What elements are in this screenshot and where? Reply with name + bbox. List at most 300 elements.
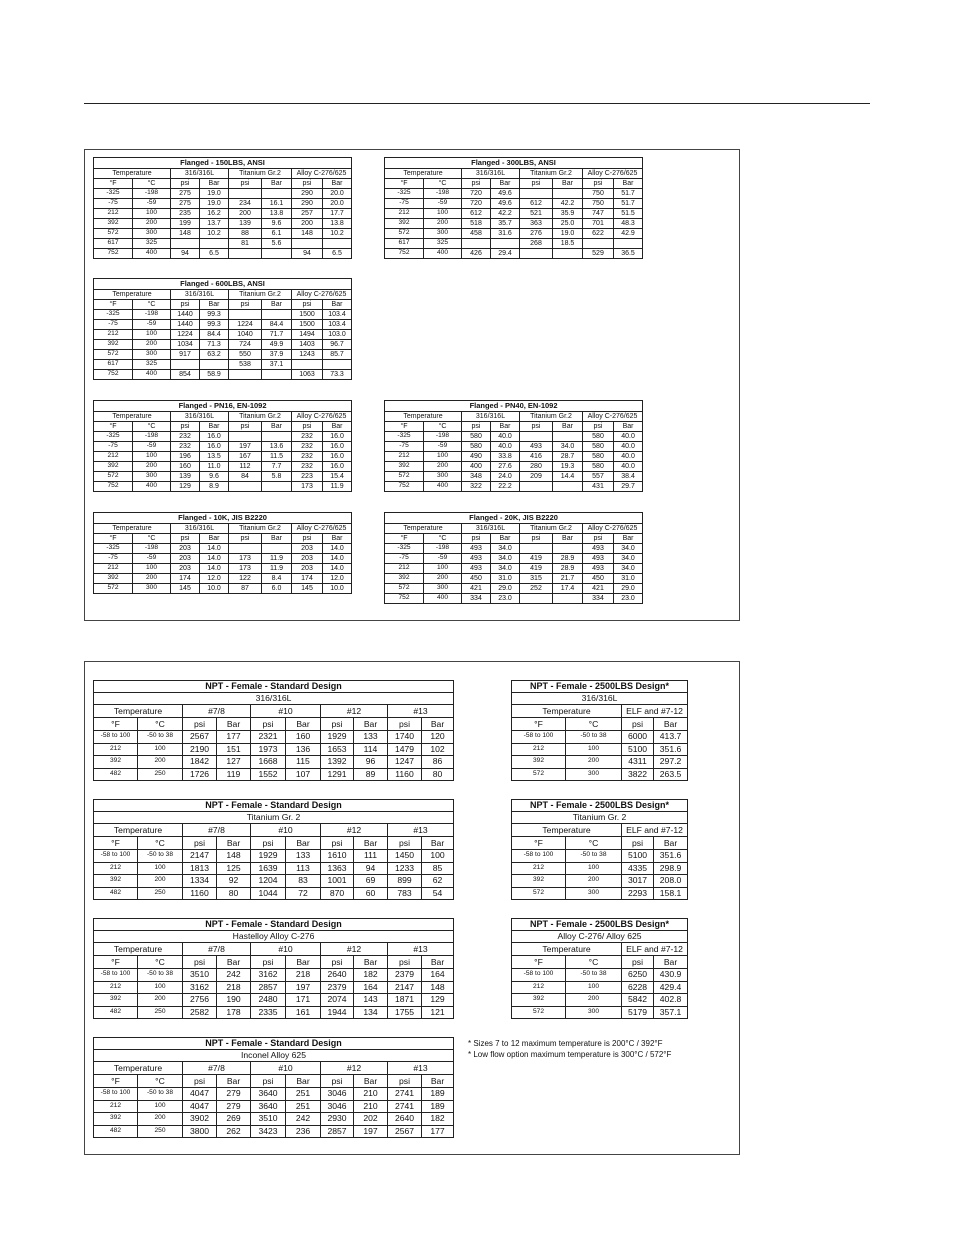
table-cell: -75 <box>94 199 133 209</box>
unit-label: psi <box>183 1075 217 1088</box>
table-cell: 31.0 <box>614 574 643 584</box>
table-cell: 1440 <box>171 310 200 320</box>
table-cell <box>262 310 292 320</box>
table-cell: 100 <box>422 850 454 863</box>
unit-label: °F <box>385 422 424 432</box>
note-sizes: * Sizes 7 to 12 maximum temperature is 200°C / 392°F <box>468 1039 663 1048</box>
table-cell: 51.7 <box>614 189 643 199</box>
table-cell: 203 <box>171 554 200 564</box>
table-cell: 100 <box>138 981 183 994</box>
table-cell: 2640 <box>388 1113 422 1126</box>
table-cell: 351.6 <box>654 850 688 863</box>
table-cell: 28.9 <box>553 554 583 564</box>
table-cell: 88 <box>229 229 262 239</box>
table-cell: 102 <box>422 743 454 756</box>
table-cell: 212 <box>94 564 133 574</box>
table-cell: 870 <box>321 887 354 900</box>
flanged-grid <box>384 512 643 604</box>
table-cell: 29.4 <box>491 249 520 259</box>
table-cell: 42.9 <box>614 229 643 239</box>
table-row <box>94 731 454 744</box>
table-cell: 521 <box>520 209 553 219</box>
table-cell: 25.0 <box>553 219 583 229</box>
table-cell: 200 <box>292 219 323 229</box>
material-row <box>94 693 454 705</box>
table-title: NPT - Female - Standard Design <box>94 681 454 693</box>
unit-label: psi <box>462 422 491 432</box>
table-row <box>94 370 352 380</box>
table-cell: -198 <box>424 189 462 199</box>
table-cell: 212 <box>512 862 566 875</box>
material-name: 316/316L <box>94 693 454 705</box>
table-cell: 49.6 <box>491 199 520 209</box>
unit-label: psi <box>520 179 553 189</box>
table-row <box>94 229 352 239</box>
table-cell: 232 <box>171 442 200 452</box>
table-cell: 200 <box>138 756 183 769</box>
table-cell: 6.1 <box>262 229 292 239</box>
table-cell: 334 <box>462 594 491 604</box>
unit-label: Bar <box>217 1075 251 1088</box>
note-low-flow: * Low flow option maximum temperature is 300°C / 572°F <box>468 1050 672 1059</box>
table-cell: 3017 <box>622 875 654 888</box>
units-row <box>385 534 643 544</box>
unit-label: Bar <box>217 956 251 969</box>
unit-label: Bar <box>262 422 292 432</box>
table-cell: 8.4 <box>262 574 292 584</box>
unit-label: Bar <box>422 956 454 969</box>
table-cell: 257 <box>292 209 323 219</box>
group-header: #10 <box>251 1062 321 1075</box>
table-title: Flanged - 300LBS, ANSI <box>385 158 643 169</box>
table-cell: 2857 <box>321 1125 354 1138</box>
table-cell: 1610 <box>321 850 354 863</box>
table-cell: 482 <box>94 1125 138 1138</box>
table-cell: 9.6 <box>200 472 229 482</box>
table-cell <box>553 482 583 492</box>
table-cell: 49.6 <box>491 189 520 199</box>
table-title: Flanged - 600LBS, ANSI <box>94 279 352 290</box>
group-header-row <box>512 943 688 956</box>
group-header: Titanium Gr.2 <box>229 169 292 179</box>
unit-label: Bar <box>286 837 321 850</box>
table-cell: -58 to 100 <box>512 731 566 744</box>
unit-label: °C <box>566 837 622 850</box>
table-cell: 37.1 <box>262 360 292 370</box>
unit-label: Bar <box>491 534 520 544</box>
table-cell: 182 <box>422 1113 454 1126</box>
table-cell: 63.2 <box>200 350 229 360</box>
table-cell <box>229 249 262 259</box>
table-cell: 160 <box>286 731 321 744</box>
table-cell: -58 to 100 <box>512 969 566 982</box>
table-cell: 232 <box>292 452 323 462</box>
title-row <box>94 279 352 290</box>
table-cell: 2480 <box>251 994 286 1007</box>
table-row <box>94 239 352 249</box>
unit-label: psi <box>251 718 286 731</box>
title-row <box>94 401 352 412</box>
material-name: Alloy C-276/ Alloy 625 <box>512 931 688 943</box>
table-cell: 158.1 <box>654 887 688 900</box>
table-cell: 13.6 <box>262 442 292 452</box>
table-cell <box>262 370 292 380</box>
table-cell: 482 <box>94 887 138 900</box>
unit-label: psi <box>520 534 553 544</box>
table-cell: 99.3 <box>200 320 229 330</box>
unit-label: Bar <box>323 300 352 310</box>
table-cell: 580 <box>583 462 614 472</box>
table-cell: -325 <box>385 189 424 199</box>
unit-label: °C <box>138 1075 183 1088</box>
table-cell: 493 <box>520 442 553 452</box>
table-cell <box>520 544 553 554</box>
table-row <box>94 1088 454 1101</box>
material-row <box>512 931 688 943</box>
table-cell: 200 <box>566 756 622 769</box>
table-cell: 129 <box>171 482 200 492</box>
table-cell: 35.9 <box>553 209 583 219</box>
group-header: ELF and #7-12 <box>622 824 688 837</box>
table-cell: 899 <box>388 875 422 888</box>
table-cell: 232 <box>171 432 200 442</box>
table-cell: 21.7 <box>553 574 583 584</box>
table-row <box>385 594 643 604</box>
table-row <box>94 482 352 492</box>
table-cell: 250 <box>138 1125 183 1138</box>
units-row <box>512 837 688 850</box>
table-cell: 203 <box>292 554 323 564</box>
table-cell: 2857 <box>251 981 286 994</box>
table-cell: 1929 <box>251 850 286 863</box>
npt-standard-table-3 <box>93 918 453 1019</box>
unit-label: psi <box>622 718 654 731</box>
unit-label: Bar <box>262 534 292 544</box>
table-cell: 9.6 <box>262 219 292 229</box>
table-cell: 48.3 <box>614 219 643 229</box>
table-cell: 58.9 <box>200 370 229 380</box>
table-cell: 279 <box>217 1088 251 1101</box>
table-cell: 14.0 <box>200 544 229 554</box>
group-header: Alloy C-276/625 <box>583 524 643 534</box>
table-cell: 200 <box>133 574 171 584</box>
table-cell: 134 <box>354 1006 388 1019</box>
table-cell: -75 <box>94 442 133 452</box>
table-cell: 2335 <box>251 1006 286 1019</box>
flanged-grid <box>384 157 643 259</box>
table-cell: 139 <box>229 219 262 229</box>
table-cell: 1500 <box>292 320 323 330</box>
table-cell: 482 <box>94 768 138 781</box>
unit-label: psi <box>292 300 323 310</box>
table-cell: 133 <box>286 850 321 863</box>
table-cell: 100 <box>138 1100 183 1113</box>
title-row <box>94 158 352 169</box>
group-header: #12 <box>321 824 388 837</box>
unit-label: psi <box>583 179 614 189</box>
table-row <box>385 472 643 482</box>
title-row <box>512 800 688 812</box>
group-header-row <box>512 824 688 837</box>
table-cell: 16.2 <box>200 209 229 219</box>
group-header-row <box>94 169 352 179</box>
table-cell: 1653 <box>321 743 354 756</box>
flanged-table-7 <box>384 512 642 604</box>
table-cell: 300 <box>424 472 462 482</box>
unit-label: Bar <box>262 300 292 310</box>
table-row <box>385 229 643 239</box>
unit-label: Bar <box>200 179 229 189</box>
table-cell: 218 <box>286 969 321 982</box>
table-cell: 752 <box>94 482 133 492</box>
table-cell: 125 <box>217 862 251 875</box>
table-cell: 85.7 <box>323 350 352 360</box>
table-cell: 100 <box>138 862 183 875</box>
unit-label: Bar <box>323 422 352 432</box>
table-cell: 3640 <box>251 1100 286 1113</box>
flanged-grid <box>93 157 352 259</box>
table-cell: 197 <box>354 1125 388 1138</box>
table-cell: 426 <box>462 249 491 259</box>
group-header: 316/316L <box>462 524 520 534</box>
table-cell: 20.0 <box>323 199 352 209</box>
group-header: ELF and #7-12 <box>622 705 688 718</box>
table-row <box>94 969 454 982</box>
unit-label: Bar <box>491 179 520 189</box>
table-row <box>512 981 688 994</box>
material-name: 316/316L <box>512 693 688 705</box>
unit-label: psi <box>388 1075 422 1088</box>
table-cell: -325 <box>94 189 133 199</box>
table-cell: -325 <box>385 544 424 554</box>
flanged-grid <box>93 512 352 594</box>
table-cell: 572 <box>385 472 424 482</box>
group-header: Alloy C-276/625 <box>292 412 352 422</box>
units-row <box>94 956 454 969</box>
table-cell: 250 <box>138 768 183 781</box>
table-cell <box>553 432 583 442</box>
table-cell: 94 <box>171 249 200 259</box>
table-cell: 242 <box>217 969 251 982</box>
table-cell: 148 <box>217 850 251 863</box>
unit-label: Bar <box>553 422 583 432</box>
table-cell: 212 <box>94 452 133 462</box>
table-cell: 550 <box>229 350 262 360</box>
table-cell: 40.0 <box>491 442 520 452</box>
table-cell <box>262 544 292 554</box>
table-cell: 200 <box>133 340 171 350</box>
table-cell: 421 <box>583 584 614 594</box>
table-cell: 171 <box>286 994 321 1007</box>
table-row <box>385 442 643 452</box>
unit-label: °C <box>424 422 462 432</box>
unit-label: psi <box>183 837 217 850</box>
table-cell: 29.7 <box>614 482 643 492</box>
table-row <box>385 544 643 554</box>
units-row <box>94 534 352 544</box>
table-row <box>385 462 643 472</box>
table-cell: 572 <box>94 472 133 482</box>
unit-label: Bar <box>217 718 251 731</box>
unit-label: Bar <box>217 837 251 850</box>
table-cell: -75 <box>385 554 424 564</box>
table-row <box>94 209 352 219</box>
unit-label: Bar <box>200 534 229 544</box>
table-cell: 392 <box>94 994 138 1007</box>
table-cell: -325 <box>94 544 133 554</box>
table-cell: 1726 <box>183 768 217 781</box>
table-cell: 1034 <box>171 340 200 350</box>
table-row <box>385 564 643 574</box>
table-cell: 1450 <box>388 850 422 863</box>
table-cell: 203 <box>171 544 200 554</box>
table-cell: 5100 <box>622 850 654 863</box>
group-header: #12 <box>321 1062 388 1075</box>
table-cell: 189 <box>422 1100 454 1113</box>
table-cell: 40.0 <box>614 452 643 462</box>
table-cell: 493 <box>583 554 614 564</box>
unit-label: psi <box>171 179 200 189</box>
unit-label: psi <box>183 718 217 731</box>
table-cell: 2321 <box>251 731 286 744</box>
table-cell: 250 <box>138 1006 183 1019</box>
table-row <box>385 199 643 209</box>
table-cell: 3423 <box>251 1125 286 1138</box>
table-cell: 99.3 <box>200 310 229 320</box>
unit-label: psi <box>321 837 354 850</box>
table-cell: 325 <box>133 360 171 370</box>
table-cell: 752 <box>94 370 133 380</box>
table-cell: 178 <box>217 1006 251 1019</box>
table-cell: 612 <box>462 209 491 219</box>
table-title: NPT - Female - Standard Design <box>94 1038 454 1050</box>
table-cell <box>262 249 292 259</box>
table-cell: 1363 <box>321 862 354 875</box>
unit-label: Bar <box>262 179 292 189</box>
table-cell: -59 <box>424 554 462 564</box>
table-cell: 750 <box>583 199 614 209</box>
table-cell: 161 <box>286 1006 321 1019</box>
table-cell: 2379 <box>388 969 422 982</box>
unit-label: Bar <box>614 422 643 432</box>
table-cell: 200 <box>138 1113 183 1126</box>
table-cell: 334 <box>583 594 614 604</box>
units-row <box>94 179 352 189</box>
group-header: Temperature <box>512 824 622 837</box>
table-cell: -59 <box>133 199 171 209</box>
table-cell: 4335 <box>622 862 654 875</box>
table-cell: 100 <box>566 743 622 756</box>
table-cell: 529 <box>583 249 614 259</box>
flanged-table-6 <box>93 512 351 594</box>
group-header: 316/316L <box>171 524 229 534</box>
group-header: Titanium Gr.2 <box>520 524 583 534</box>
group-header: #7/8 <box>183 705 251 718</box>
table-row <box>94 768 454 781</box>
table-cell: 96 <box>354 756 388 769</box>
table-cell: 6000 <box>622 731 654 744</box>
table-cell <box>262 189 292 199</box>
table-cell: 29.0 <box>614 584 643 594</box>
unit-label: Bar <box>553 179 583 189</box>
flanged-grid <box>93 400 352 492</box>
table-cell: 300 <box>424 584 462 594</box>
unit-label: psi <box>183 956 217 969</box>
table-cell: 20.0 <box>323 189 352 199</box>
table-cell: 212 <box>512 981 566 994</box>
table-cell: 348 <box>462 472 491 482</box>
table-title: Flanged - 20K, JIS B2220 <box>385 513 643 524</box>
table-cell: 235 <box>171 209 200 219</box>
unit-label: °F <box>94 300 133 310</box>
npt-standard-grid <box>93 918 454 1019</box>
table-cell: 173 <box>292 482 323 492</box>
table-cell: 10.0 <box>200 584 229 594</box>
table-cell: 400 <box>133 482 171 492</box>
unit-label: °C <box>138 837 183 850</box>
unit-label: °F <box>512 718 566 731</box>
table-cell: 572 <box>94 350 133 360</box>
unit-label: Bar <box>354 1075 388 1088</box>
table-cell: 73.3 <box>323 370 352 380</box>
table-cell: 49.9 <box>262 340 292 350</box>
table-row <box>385 239 643 249</box>
table-cell: -75 <box>94 320 133 330</box>
table-cell: 200 <box>566 875 622 888</box>
table-cell: 112 <box>229 462 262 472</box>
table-cell: 1063 <box>292 370 323 380</box>
table-cell: 3162 <box>251 969 286 982</box>
unit-label: psi <box>251 1075 286 1088</box>
table-cell: 276 <box>520 229 553 239</box>
unit-label: Bar <box>286 956 321 969</box>
table-row <box>512 862 688 875</box>
table-cell: 402.8 <box>654 994 688 1007</box>
table-cell: 122 <box>229 574 262 584</box>
material-name: Titanium Gr. 2 <box>512 812 688 824</box>
table-cell: 392 <box>94 756 138 769</box>
table-cell: 430.9 <box>654 969 688 982</box>
table-cell: 392 <box>94 219 133 229</box>
table-cell: 37.9 <box>262 350 292 360</box>
table-cell: 208.0 <box>654 875 688 888</box>
table-cell: 2074 <box>321 994 354 1007</box>
table-row <box>94 887 454 900</box>
table-cell: 81 <box>229 239 262 249</box>
table-cell: 1233 <box>388 862 422 875</box>
table-title: Flanged - PN40, EN-1092 <box>385 401 643 412</box>
table-cell: 103.4 <box>323 310 352 320</box>
units-row <box>94 1075 454 1088</box>
table-cell: -75 <box>94 554 133 564</box>
table-cell: 14.0 <box>200 564 229 574</box>
table-cell: 86 <box>422 756 454 769</box>
table-cell: 1440 <box>171 320 200 330</box>
material-row <box>512 812 688 824</box>
table-cell: 2582 <box>183 1006 217 1019</box>
table-cell: 752 <box>385 249 424 259</box>
table-cell: 1479 <box>388 743 422 756</box>
unit-label: Bar <box>200 300 229 310</box>
table-cell: 752 <box>385 594 424 604</box>
table-cell: 17.7 <box>323 209 352 219</box>
table-cell: 322 <box>462 482 491 492</box>
table-cell: 580 <box>583 442 614 452</box>
table-cell <box>520 594 553 604</box>
table-cell: 232 <box>292 462 323 472</box>
table-cell: 200 <box>566 994 622 1007</box>
table-cell: 300 <box>133 472 171 482</box>
